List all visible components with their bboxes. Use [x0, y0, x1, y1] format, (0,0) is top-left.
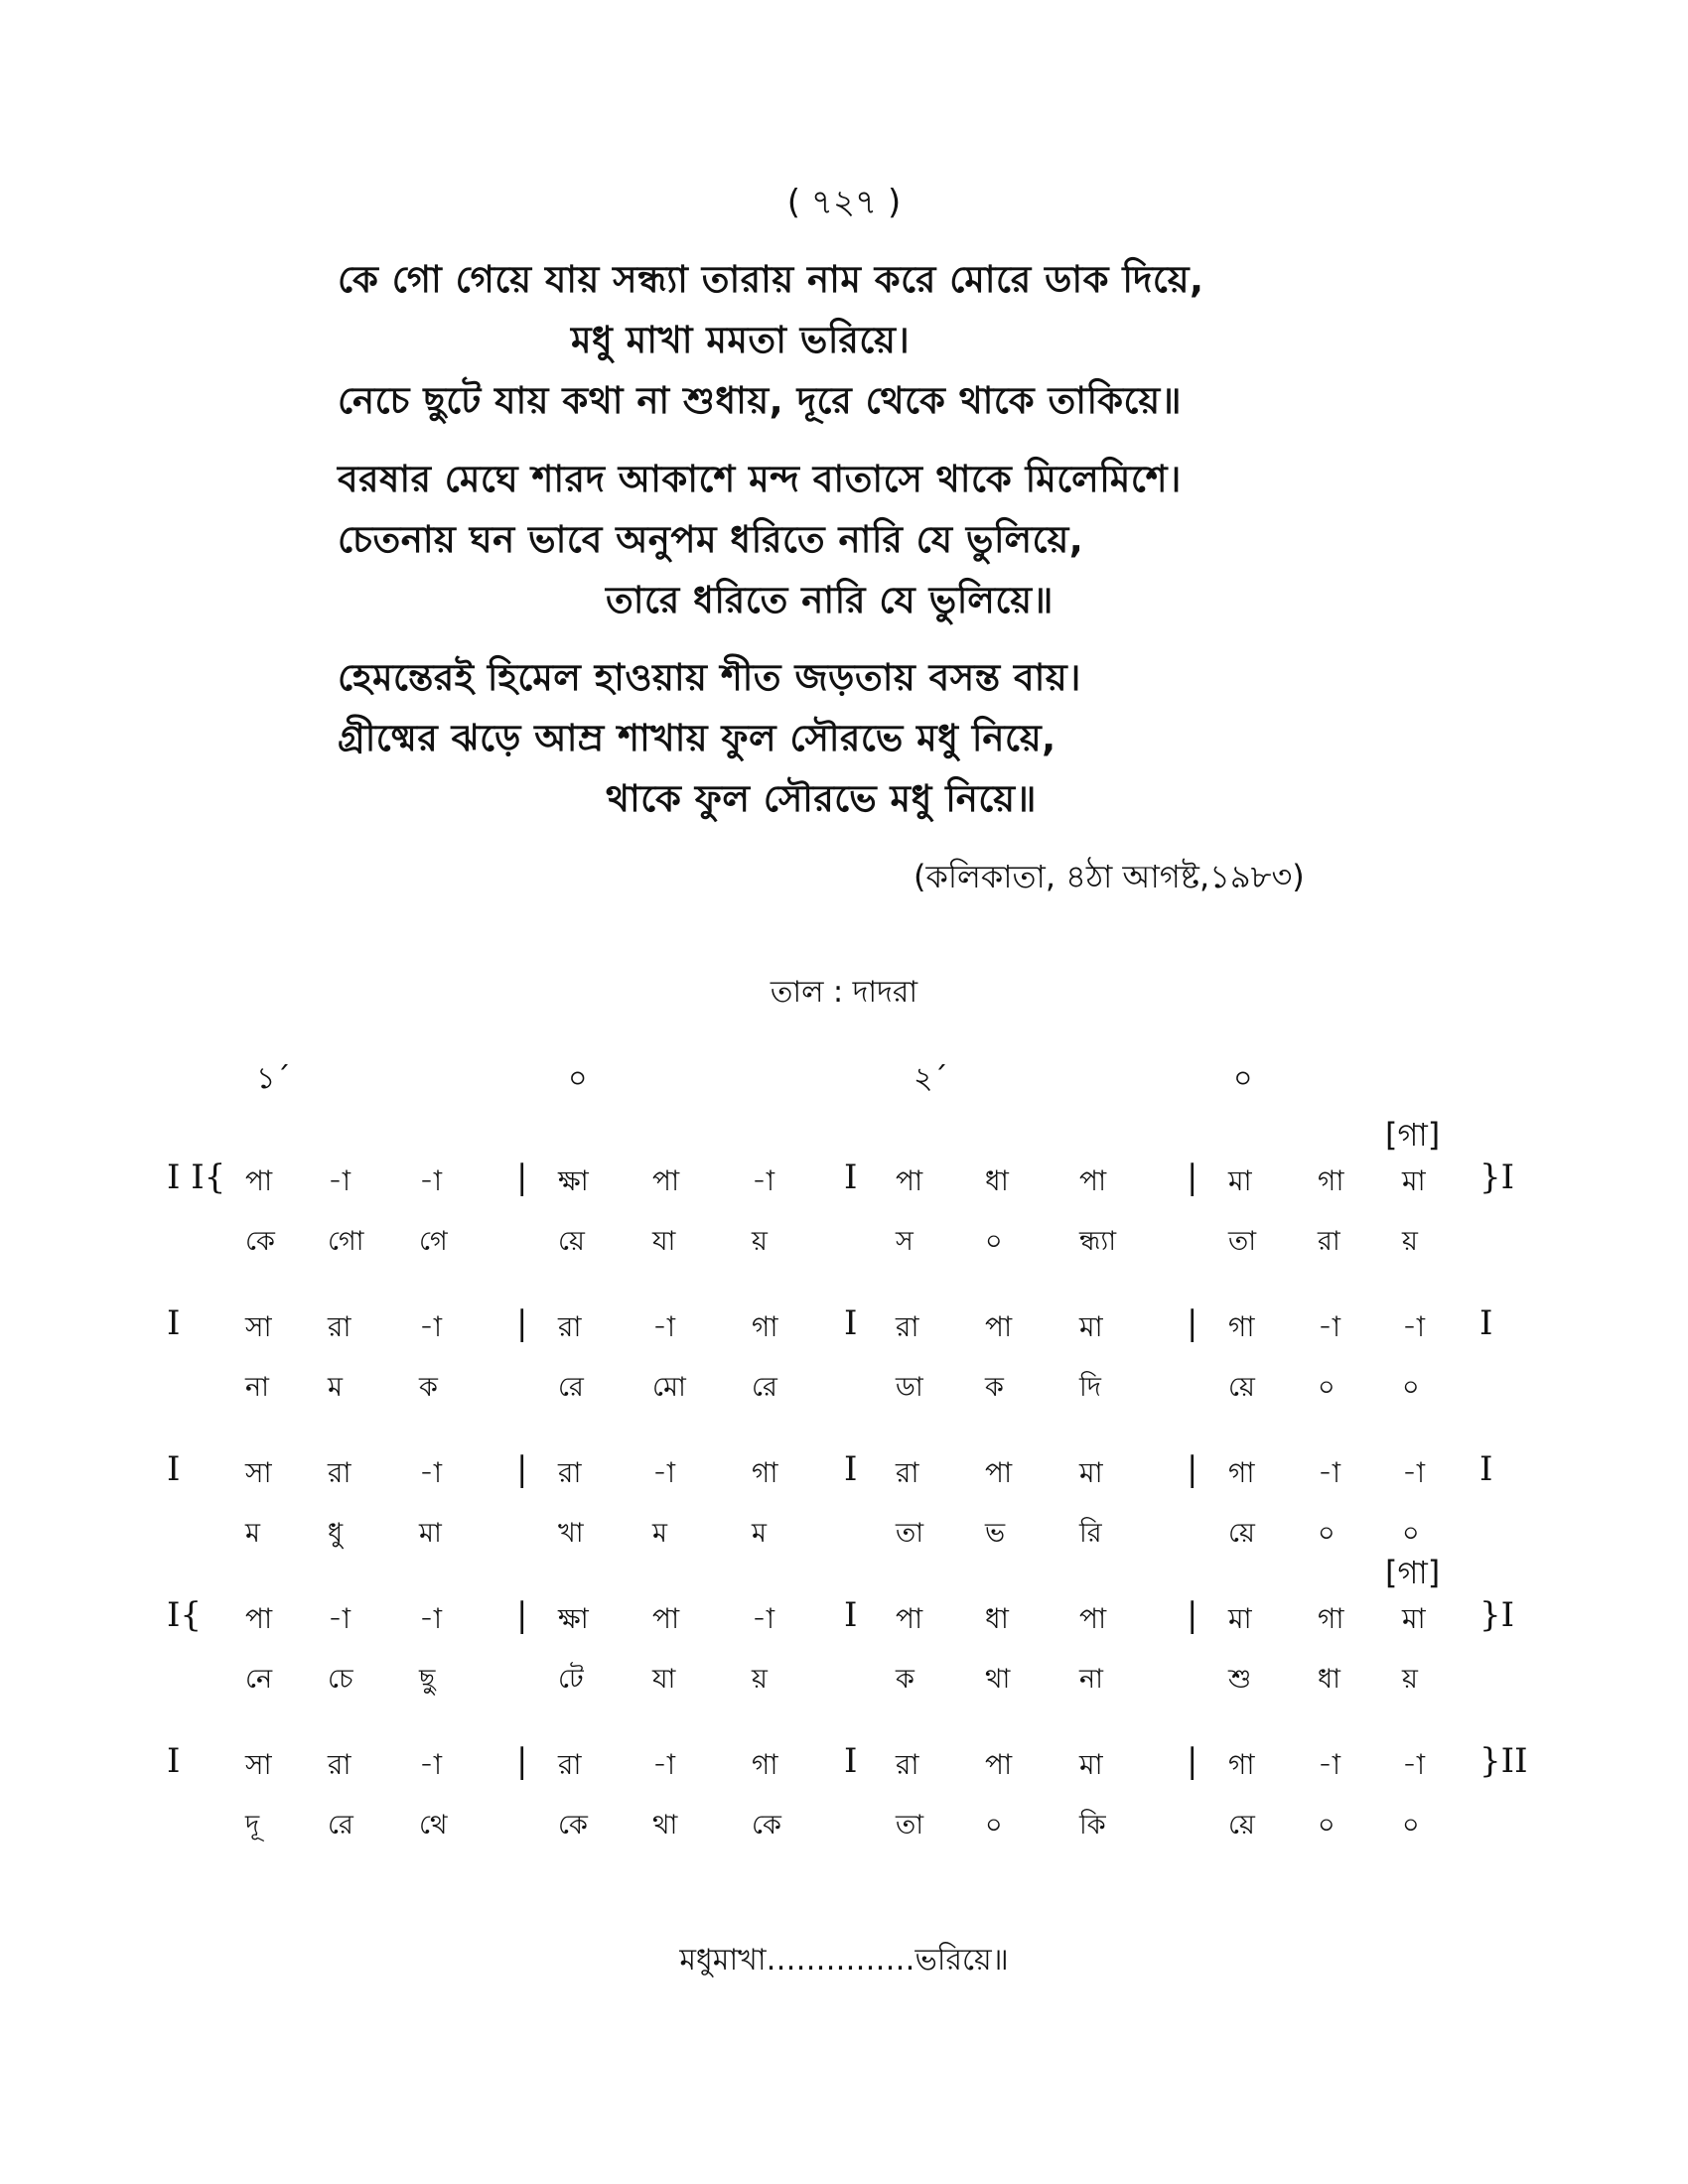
- lyric-syllable: য়ে: [558, 1226, 585, 1257]
- note-cell: গা: [752, 1456, 778, 1489]
- note-cell: -া: [1318, 1310, 1341, 1343]
- note-cell: -া: [419, 1456, 443, 1489]
- lyric-line-3: নেচে ছুটে যায় কথা না শুধায়, দূরে থেকে থাকে তাকিয়ে॥: [338, 379, 1183, 422]
- lyric-syllable: থে: [419, 1810, 448, 1841]
- minor-divider: |: [1187, 1595, 1198, 1635]
- note-cell: ক্ষা: [558, 1602, 589, 1635]
- lyric-syllable: ০: [1402, 1810, 1420, 1841]
- note-cell: পা: [985, 1310, 1013, 1343]
- note-cell: মা: [1402, 1164, 1426, 1197]
- lyric-syllable: ০: [985, 1226, 1003, 1257]
- note-cell: -া: [419, 1310, 443, 1343]
- beat-mark-3: ২´: [914, 1061, 948, 1096]
- row-1-bracket: [গা]: [1385, 1116, 1441, 1154]
- lyric-syllable: ০: [1318, 1810, 1336, 1841]
- minor-divider: |: [516, 1303, 528, 1343]
- lyric-line-7: হেমন্তেরই হিমেল হাওয়ায় শীত জড়তায় বসন্ত বায়।: [338, 656, 1081, 699]
- lyric-syllable: য়ে: [1228, 1372, 1255, 1403]
- lyric-syllable: রা: [1318, 1226, 1340, 1257]
- lyric-syllable: টে: [558, 1664, 584, 1695]
- lyric-syllable: যা: [652, 1226, 676, 1257]
- row-4-start-bar: I{: [167, 1595, 203, 1635]
- note-cell: গা: [1228, 1456, 1255, 1489]
- lyric-syllable: ম: [245, 1518, 260, 1549]
- note-cell: -া: [419, 1602, 443, 1635]
- taal-heading: তাল : দাদরা: [770, 975, 918, 1010]
- note-cell: -া: [1402, 1310, 1426, 1343]
- lyric-syllable: মো: [652, 1372, 686, 1403]
- lyric-syllable: ক: [896, 1664, 914, 1695]
- note-cell: পা: [1079, 1164, 1107, 1197]
- lyric-syllable: ০: [1318, 1518, 1336, 1549]
- lyric-syllable: দূ: [245, 1810, 260, 1841]
- note-cell: সা: [245, 1310, 272, 1343]
- note-cell: মা: [1079, 1310, 1103, 1343]
- lyric-syllable: ডা: [896, 1372, 923, 1403]
- lyric-line-4: বরষার মেঘে শারদ আকাশে মন্দ বাতাসে থাকে মিলেমিশে।: [338, 458, 1182, 500]
- lyric-syllable: ক: [985, 1372, 1004, 1403]
- minor-divider: |: [516, 1595, 528, 1635]
- note-cell: -া: [1402, 1748, 1426, 1781]
- note-cell: গা: [752, 1310, 778, 1343]
- lyric-syllable: থা: [985, 1664, 1011, 1695]
- minor-divider: |: [516, 1741, 528, 1781]
- lyric-line-6: তারে ধরিতে নারি যে ভুলিয়ে॥: [606, 579, 1054, 621]
- note-cell: রা: [328, 1456, 352, 1489]
- note-cell: পা: [985, 1748, 1013, 1781]
- note-cell: রা: [328, 1748, 352, 1781]
- beat-mark-4: ০: [1233, 1061, 1253, 1096]
- lyric-syllable: কি: [1079, 1810, 1106, 1841]
- note-cell: পা: [1079, 1602, 1107, 1635]
- lyric-line-1: কে গো গেয়ে যায় সন্ধ্যা তারায় নাম করে মোরে ডাক দিয়ে,: [338, 258, 1204, 301]
- beat-mark-2: ০: [568, 1061, 588, 1096]
- lyric-syllable: য়: [752, 1226, 768, 1257]
- lyric-syllable: রে: [558, 1372, 584, 1403]
- lyric-syllable: রে: [328, 1810, 353, 1841]
- note-cell: -া: [652, 1456, 676, 1489]
- lyric-syllable: য়ে: [1228, 1810, 1255, 1841]
- lyric-syllable: মা: [419, 1518, 442, 1549]
- lyric-syllable: দি: [1079, 1372, 1101, 1403]
- note-cell: -া: [1402, 1456, 1426, 1489]
- lyric-syllable: কে: [558, 1810, 588, 1841]
- lyric-line-2: মধু মাখা মমতা ভরিয়ে।: [571, 319, 911, 361]
- note-cell: পা: [245, 1164, 273, 1197]
- footer-note: মধুমাখা……………ভরিয়ে॥: [679, 1943, 1009, 1978]
- lyric-syllable: য়: [752, 1664, 768, 1695]
- minor-divider: |: [516, 1158, 528, 1197]
- note-cell: ক্ষা: [558, 1164, 589, 1197]
- date-note: (কলিকাতা, ৪ঠা আগষ্ট,১৯৮৩): [914, 858, 1305, 895]
- note-cell: -া: [328, 1602, 352, 1635]
- lyric-line-8: গ্রীষ্মের ঝড়ে আম্র শাখায় ফুল সৌরভে মধু নিয়ে,: [338, 717, 1056, 759]
- major-divider: I: [844, 1449, 858, 1489]
- row-4-end-bar: }I: [1479, 1595, 1515, 1635]
- note-cell: রা: [896, 1456, 919, 1489]
- note-cell: -া: [652, 1748, 676, 1781]
- lyric-syllable: খা: [558, 1518, 584, 1549]
- row-4-bracket: [গা]: [1385, 1554, 1441, 1591]
- row-3-end-bar: I: [1479, 1449, 1493, 1489]
- row-1-end-bar: }I: [1479, 1158, 1515, 1197]
- note-cell: -া: [752, 1602, 775, 1635]
- note-cell: -া: [419, 1748, 443, 1781]
- note-cell: সা: [245, 1748, 272, 1781]
- lyric-line-5: চেতনায় ঘন ভাবে অনুপম ধরিতে নারি যে ভুলিয়ে,: [338, 518, 1084, 561]
- major-divider: I: [844, 1595, 858, 1635]
- note-cell: গা: [1228, 1310, 1255, 1343]
- lyric-syllable: ছু: [419, 1664, 436, 1695]
- note-cell: গা: [1228, 1748, 1255, 1781]
- note-cell: মা: [1079, 1456, 1103, 1489]
- lyric-syllable: রি: [1079, 1518, 1102, 1549]
- lyric-syllable: কে: [752, 1810, 781, 1841]
- note-cell: মা: [1228, 1602, 1252, 1635]
- note-cell: পা: [652, 1164, 680, 1197]
- lyric-syllable: ০: [985, 1810, 1003, 1841]
- lyric-syllable: ম: [652, 1518, 667, 1549]
- note-cell: পা: [985, 1456, 1013, 1489]
- note-cell: পা: [896, 1164, 923, 1197]
- row-3-start-bar: I: [167, 1449, 181, 1489]
- lyric-syllable: তা: [896, 1518, 924, 1549]
- lyric-syllable: ভ: [985, 1518, 1006, 1549]
- lyric-syllable: ধু: [328, 1518, 344, 1549]
- lyric-syllable: য়ে: [1228, 1518, 1255, 1549]
- row-5-start-bar: I: [167, 1741, 181, 1781]
- major-divider: I: [844, 1158, 858, 1197]
- note-cell: রা: [896, 1748, 919, 1781]
- note-cell: মা: [1228, 1164, 1252, 1197]
- beat-mark-1: ১´: [256, 1061, 291, 1096]
- lyric-syllable: ন্ধ্যা: [1079, 1226, 1117, 1257]
- lyric-syllable: তা: [1228, 1226, 1257, 1257]
- lyric-syllable: য়: [1402, 1664, 1418, 1695]
- note-cell: -া: [328, 1164, 352, 1197]
- note-cell: -া: [419, 1164, 443, 1197]
- lyric-syllable: ম: [752, 1518, 767, 1549]
- note-cell: গা: [1318, 1602, 1344, 1635]
- major-divider: I: [844, 1303, 858, 1343]
- lyric-line-9: থাকে ফুল সৌরভে মধু নিয়ে॥: [606, 777, 1037, 820]
- note-cell: -া: [752, 1164, 775, 1197]
- note-cell: ধা: [985, 1164, 1009, 1197]
- note-cell: সা: [245, 1456, 272, 1489]
- lyric-syllable: ০: [1318, 1372, 1336, 1403]
- note-cell: গা: [1318, 1164, 1344, 1197]
- note-cell: মা: [1402, 1602, 1426, 1635]
- minor-divider: |: [1187, 1303, 1198, 1343]
- lyric-syllable: না: [1079, 1664, 1103, 1695]
- note-cell: মা: [1079, 1748, 1103, 1781]
- lyric-syllable: থা: [652, 1810, 678, 1841]
- major-divider: I: [844, 1741, 858, 1781]
- note-cell: রা: [558, 1456, 582, 1489]
- lyric-syllable: ম: [328, 1372, 343, 1403]
- lyric-syllable: না: [245, 1372, 269, 1403]
- row-2-start-bar: I: [167, 1303, 181, 1343]
- lyric-syllable: রে: [752, 1372, 777, 1403]
- row-2-end-bar: I: [1479, 1303, 1493, 1343]
- lyric-syllable: যা: [652, 1664, 676, 1695]
- row-5-end-bar: }II: [1479, 1741, 1528, 1781]
- note-cell: ধা: [985, 1602, 1009, 1635]
- minor-divider: |: [1187, 1449, 1198, 1489]
- lyric-syllable: য়: [1402, 1226, 1418, 1257]
- lyric-syllable: শু: [1228, 1664, 1252, 1695]
- lyric-syllable: ০: [1402, 1372, 1420, 1403]
- minor-divider: |: [516, 1449, 528, 1489]
- minor-divider: |: [1187, 1158, 1198, 1197]
- lyric-syllable: নে: [245, 1664, 273, 1695]
- minor-divider: |: [1187, 1741, 1198, 1781]
- note-cell: -া: [652, 1310, 676, 1343]
- lyric-syllable: ০: [1402, 1518, 1420, 1549]
- lyric-syllable: চে: [328, 1664, 353, 1695]
- note-cell: -া: [1318, 1748, 1341, 1781]
- note-cell: পা: [652, 1602, 680, 1635]
- row-1-start-bar: I I{: [167, 1158, 226, 1197]
- page-number: ( ৭২৭ ): [786, 183, 902, 222]
- lyric-syllable: কে: [245, 1226, 275, 1257]
- note-cell: রা: [558, 1310, 582, 1343]
- lyric-syllable: ধা: [1318, 1664, 1340, 1695]
- lyric-syllable: ক: [419, 1372, 438, 1403]
- note-cell: পা: [245, 1602, 273, 1635]
- lyric-syllable: স: [896, 1226, 914, 1257]
- note-cell: রা: [896, 1310, 919, 1343]
- lyric-syllable: তা: [896, 1810, 924, 1841]
- note-cell: রা: [328, 1310, 352, 1343]
- note-cell: রা: [558, 1748, 582, 1781]
- note-cell: পা: [896, 1602, 923, 1635]
- lyric-syllable: গে: [419, 1226, 448, 1257]
- note-cell: গা: [752, 1748, 778, 1781]
- lyric-syllable: গো: [328, 1226, 364, 1257]
- note-cell: -া: [1318, 1456, 1341, 1489]
